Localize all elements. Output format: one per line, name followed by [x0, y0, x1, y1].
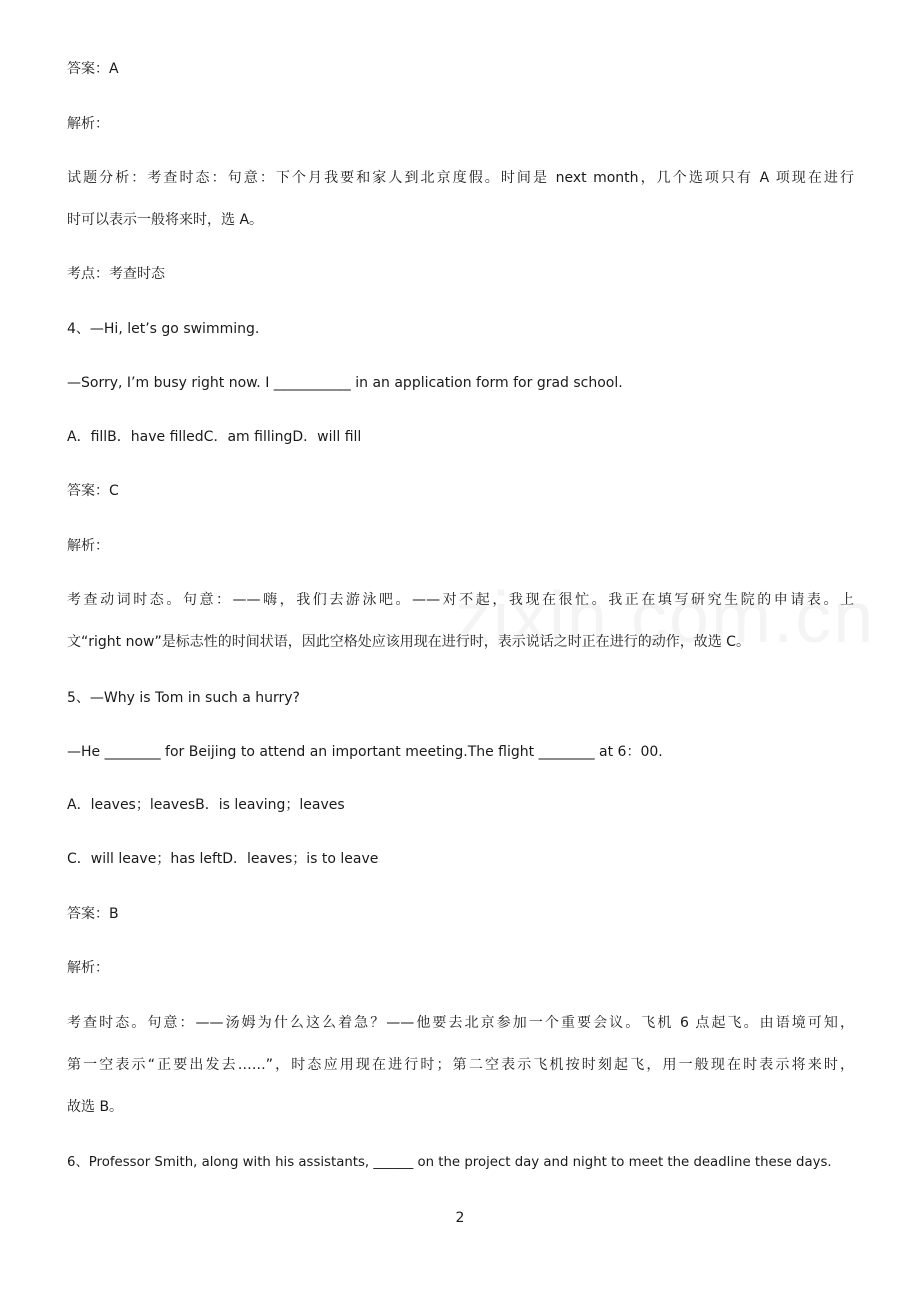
- page-number: 2: [455, 1210, 465, 1226]
- analysis-5-line-1: 考查时态。句意：——汤姆为什么这么着急？——他要去北京参加一个重要会议。飞机 6 点起飞。由语境可知，: [67, 1015, 854, 1031]
- question-6-line-1: 6、Professor Smith, along with his assistants, ______ on the project day and night to meet the deadline these days.: [67, 1155, 832, 1170]
- answer-4: 答案：C: [67, 483, 119, 499]
- question-5-line-2: —He ________ for Beijing to attend an important meeting.The flight ________ at 6：00.: [67, 744, 663, 760]
- analysis-3-line-1: 试题分析：考查时态：句意：下个月我要和家人到北京度假。时间是 next month，几个选项只有 A 项现在进行: [67, 170, 854, 186]
- question-4-line-1: 4、—Hi, let’s go swimming.: [67, 321, 260, 337]
- question-4-line-2: —Sorry, I’m busy right now. I ___________ in an application form for grad school.: [67, 375, 623, 391]
- analysis-label-3: 解析：: [67, 116, 109, 132]
- answer-3: 答案：A: [67, 61, 119, 77]
- analysis-4-line-2: 文“right now”是标志性的时间状语，因此空格处应该用现在进行时，表示说话之时正在进行的动作，故选 C。: [67, 634, 750, 650]
- analysis-4-line-1: 考查动词时态。句意：——嗨，我们去游泳吧。——对不起，我现在很忙。我正在填写研究生院的申请表。上: [67, 592, 854, 608]
- answer-5: 答案：B: [67, 906, 119, 922]
- analysis-3-line-2: 时可以表示一般将来时，选 A。: [67, 212, 264, 228]
- knowledge-point-3: 考点：考查时态: [67, 266, 165, 282]
- question-5-options-1: A．leaves；leavesB．is leaving；leaves: [67, 797, 345, 813]
- analysis-5-line-2: 第一空表示“正要出发去……”，时态应用现在进行时；第二空表示飞机按时刻起飞，用一般现在时表示将来时，: [67, 1057, 854, 1073]
- question-5-line-1: 5、—Why is Tom in such a hurry?: [67, 690, 300, 706]
- analysis-5-line-3: 故选 B。: [67, 1099, 124, 1115]
- question-4-options: A．fillB．have filledC．am fillingD．will fill: [67, 429, 362, 445]
- analysis-label-4: 解析：: [67, 538, 109, 554]
- question-5-options-2: C．will leave；has leftD．leaves；is to leave: [67, 851, 379, 867]
- analysis-label-5: 解析：: [67, 960, 109, 976]
